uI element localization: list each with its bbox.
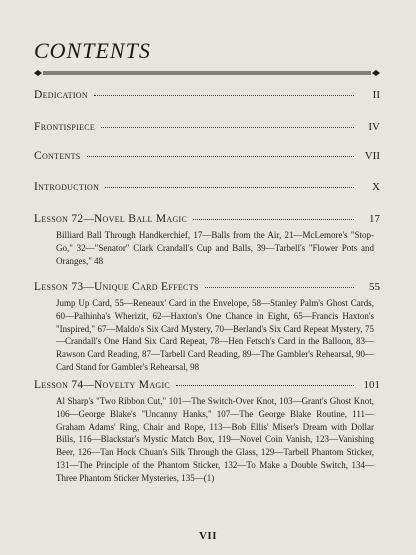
lesson-page: 17 [369,213,380,225]
toc-entry-page: VII [364,150,380,162]
toc-entry-page: X [372,181,380,193]
dot-leader [94,95,354,96]
dot-leader [176,385,354,386]
lesson-title: Novelty Magic [93,379,171,391]
em-dash: — [83,282,94,293]
dot-leader [101,127,354,128]
page-title: CONTENTS [34,38,151,63]
lesson-page: 55 [369,281,380,293]
ornamental-rule [34,70,380,76]
dot-leader [87,156,354,157]
toc-entry-dedication [34,89,380,105]
lesson-72-heading [34,213,380,229]
lesson-74-heading [34,379,380,395]
lesson-72-description: Billiard Ball Through Handkerchief, 17—Balls from the Air, 21—McLemore's "Stop-Go," 32—"Senator" Clark Crandall's Cup and Balls, 39—Tarbell's "Flower Pots and Oranges," 48 [56,230,374,266]
toc-entry-title: Dedication [34,89,88,101]
page-folio: VII [198,530,217,542]
lesson-number: Lesson 73 [34,281,84,293]
toc-entry-frontispiece [34,121,380,137]
lesson-page: 101 [363,379,380,391]
toc-entry-title: Introduction [34,181,100,193]
lesson-number: Lesson 74 [34,379,84,391]
dot-leader [105,187,354,188]
lesson-title: Novel Ball Magic [93,213,188,225]
lesson-73-description: Jump Up Card, 55—Reneaux' Card in the Envelope, 58—Stanley Palm's Ghost Cards, 60—Palhinha's Wherizit, 62—Haxton's One Chance in Eight, 65—Francis Haxton's "Inspired," 67—Maldo's Six Card Mystery, 70—Berland's Six Card Repeat Mystery, 75—Crandall's One Hand Six Card Repeat, 78—Hen Fetsch's Card in the Balloon, 83—Rawson Card Reading, 87—Tarbell Card Reading, 89—The Gambler's Rehearsal, 90—Card Stand for Gambler's Rehearsal, 98 [56,298,374,372]
toc-entry-introduction [34,181,380,197]
toc-entry-page: IV [368,121,380,133]
toc-entry-contents [34,150,380,166]
lesson-title: Unique Card Effects [93,281,199,293]
lesson-73-heading [34,281,380,297]
toc-entry-title: Contents [34,150,81,162]
em-dash: — [83,380,94,391]
lesson-74-description: Al Sharp's "Two Ribbon Cut," 101—The Switch-Over Knot, 103—Grant's Ghost Knot, 106—George Blake's "Uncanny Hanks," 107—The George Blake Routine, 111—Graham Adams' Ring, Chair and Rope, 113—Bob Ellis' Miser's Dream with Dollar Bills, 116—Blackstar's Mystic Match Box, 119—Novel Coin Vanish, 123—Vanishing Beer, 126—Tan Hock Chuan's Silk Through the Glass, 129—Tarbell Phantom Sticker, 131—The Principle of the Phantom Sticker, 132—To Make a Double Switch, 134—Three Phantom Sticker Mysteries, 135—(1) [56,396,374,483]
lesson-number: Lesson 72 [34,213,84,225]
dot-leader [193,219,354,220]
toc-entry-page: II [372,89,380,101]
em-dash: — [83,214,94,225]
dot-leader [205,287,354,288]
toc-entry-title: Frontispiece [34,121,96,133]
